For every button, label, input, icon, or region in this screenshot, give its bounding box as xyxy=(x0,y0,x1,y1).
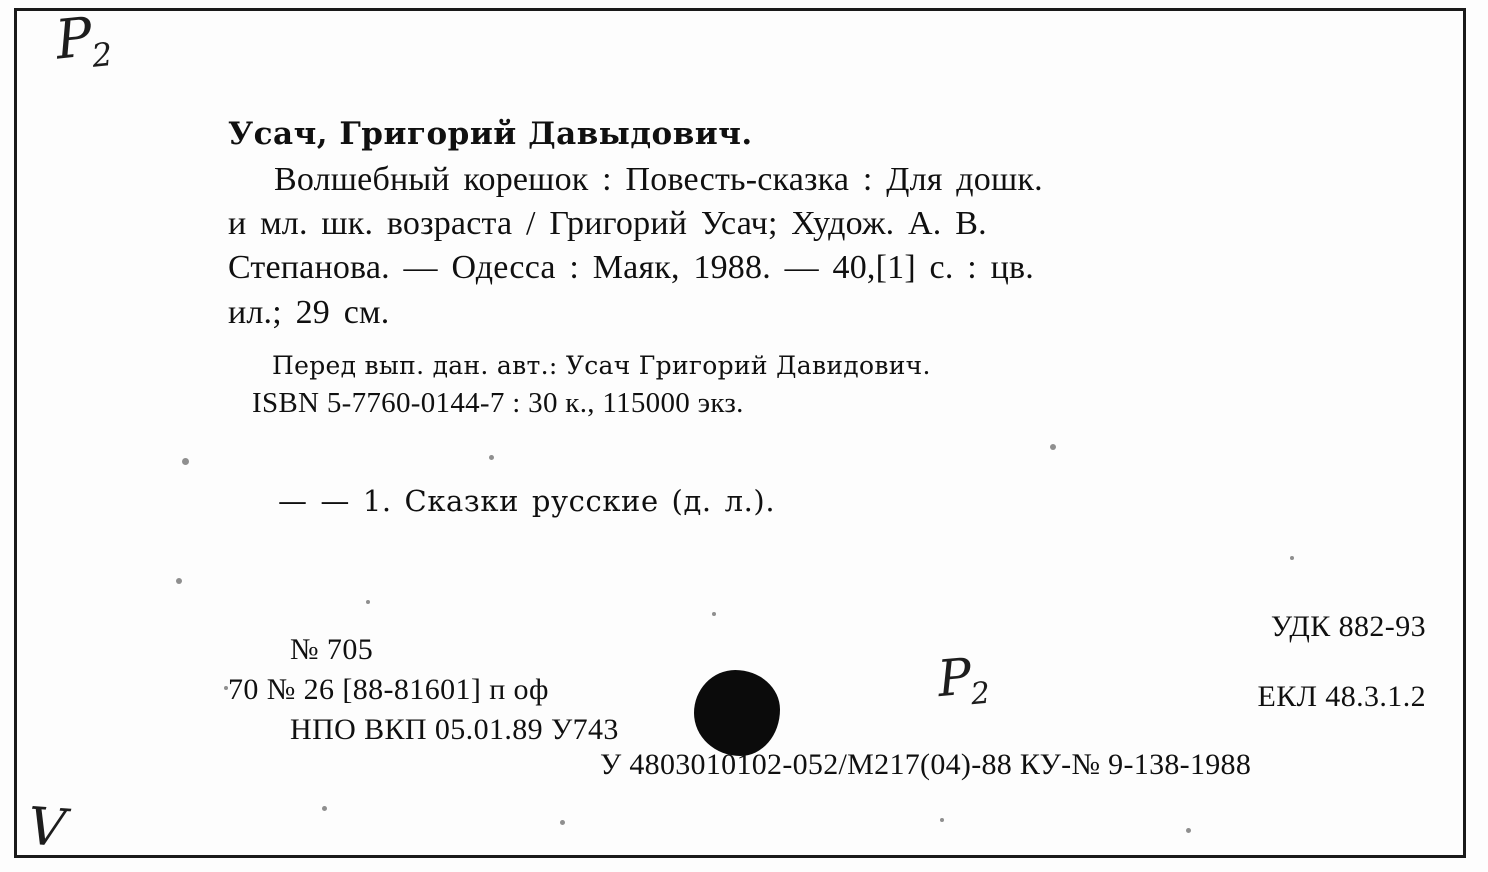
scan-speck xyxy=(489,455,494,460)
title-line-4: ил.; 29 см. xyxy=(228,293,390,331)
note-before-issue: Перед вып. дан. авт.: Усач Григорий Давидович. xyxy=(272,350,931,380)
imprint-printer: НПО ВКП 05.01.89 У743 xyxy=(290,712,619,746)
title-line-3: Степанова. — Одесса : Маяк, 1988. — 40,[1] с. : цв. xyxy=(228,249,1034,287)
classification-block xyxy=(1258,612,1426,712)
imprint-number: № 705 xyxy=(290,633,374,666)
handwritten-letter: P xyxy=(52,5,94,72)
scan-speck xyxy=(1290,556,1294,560)
ekl-code: ЕКЛ 48.3.1.2 xyxy=(1257,680,1426,713)
udk-code: УДК 882-93 xyxy=(1270,610,1426,643)
scan-speck xyxy=(322,806,327,811)
author-heading: Усач, Григорий Давыдович. xyxy=(228,116,753,152)
handwritten-subscript: 2 xyxy=(89,35,113,75)
handwritten-mark-bottom-left: V xyxy=(25,796,68,860)
scan-speck xyxy=(1050,444,1056,450)
handwritten-subscript: 2 xyxy=(969,675,990,713)
scan-speck xyxy=(182,458,189,465)
imprint-order: 70 № 26 [88-81601] п оф xyxy=(228,672,549,706)
scan-speck xyxy=(176,578,182,584)
handwritten-mark-top-left xyxy=(52,3,112,78)
scan-speck xyxy=(940,818,944,822)
scan-speck xyxy=(366,600,370,604)
bibliographic-block xyxy=(228,116,1418,423)
title-line-2: и мл. шк. возраста / Григорий Усач; Худож. А. В. xyxy=(228,205,987,243)
notes-block xyxy=(228,349,1418,424)
footer-code-line: У 4803010102-052/М217(04)-88 КУ-№ 9-138-1988 xyxy=(600,748,1252,781)
scan-speck xyxy=(560,820,565,825)
note-isbn: ISBN 5-7760-0144-7 : 30 к., 115000 экз. xyxy=(252,387,744,420)
scan-speck xyxy=(712,612,716,616)
handwritten-mark-middle xyxy=(935,646,989,715)
title-line-1: Волшебный корешок : Повесть-сказка : Для дошк. xyxy=(274,161,1043,198)
handwritten-letter: P xyxy=(935,647,972,709)
scan-speck xyxy=(1186,828,1191,833)
ink-blot xyxy=(694,670,780,756)
title-statement xyxy=(228,158,1418,335)
imprint-block xyxy=(228,630,619,750)
subject-heading: — — 1. Сказки русские (д. л.). xyxy=(278,484,776,518)
